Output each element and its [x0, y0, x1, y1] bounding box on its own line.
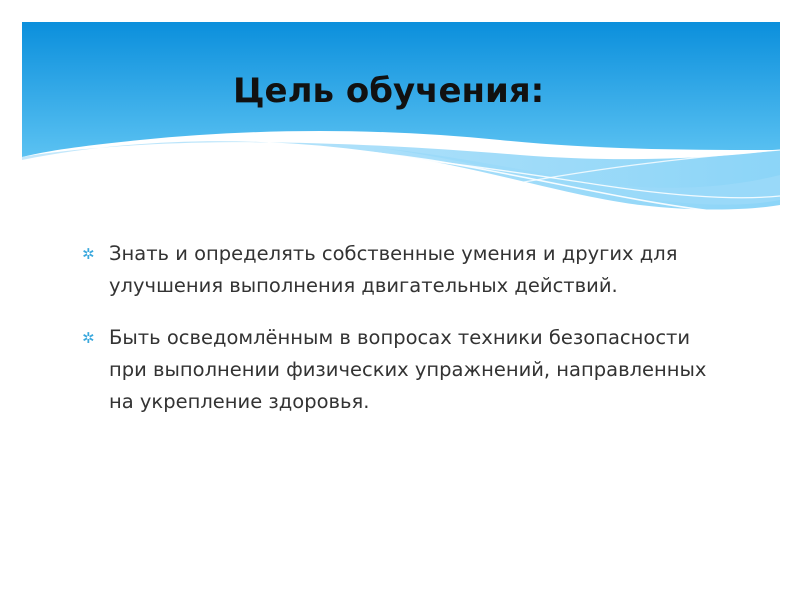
bullet-list — [82, 238, 732, 438]
bullet-star-icon: ✲ — [82, 329, 95, 347]
bullet-text: Знать и определять собственные умения и других для улучшения выполнения двигательных действий. — [109, 242, 678, 297]
bullet-item — [82, 238, 732, 302]
slide-title: Цель обучения: — [233, 71, 545, 111]
bullet-star-icon: ✲ — [82, 245, 95, 263]
bullet-item — [82, 322, 732, 418]
bullet-text: Быть осведомлённым в вопросах техники безопасности при выполнении физических упражнений, направленных на укрепление здоровья. — [109, 326, 707, 413]
